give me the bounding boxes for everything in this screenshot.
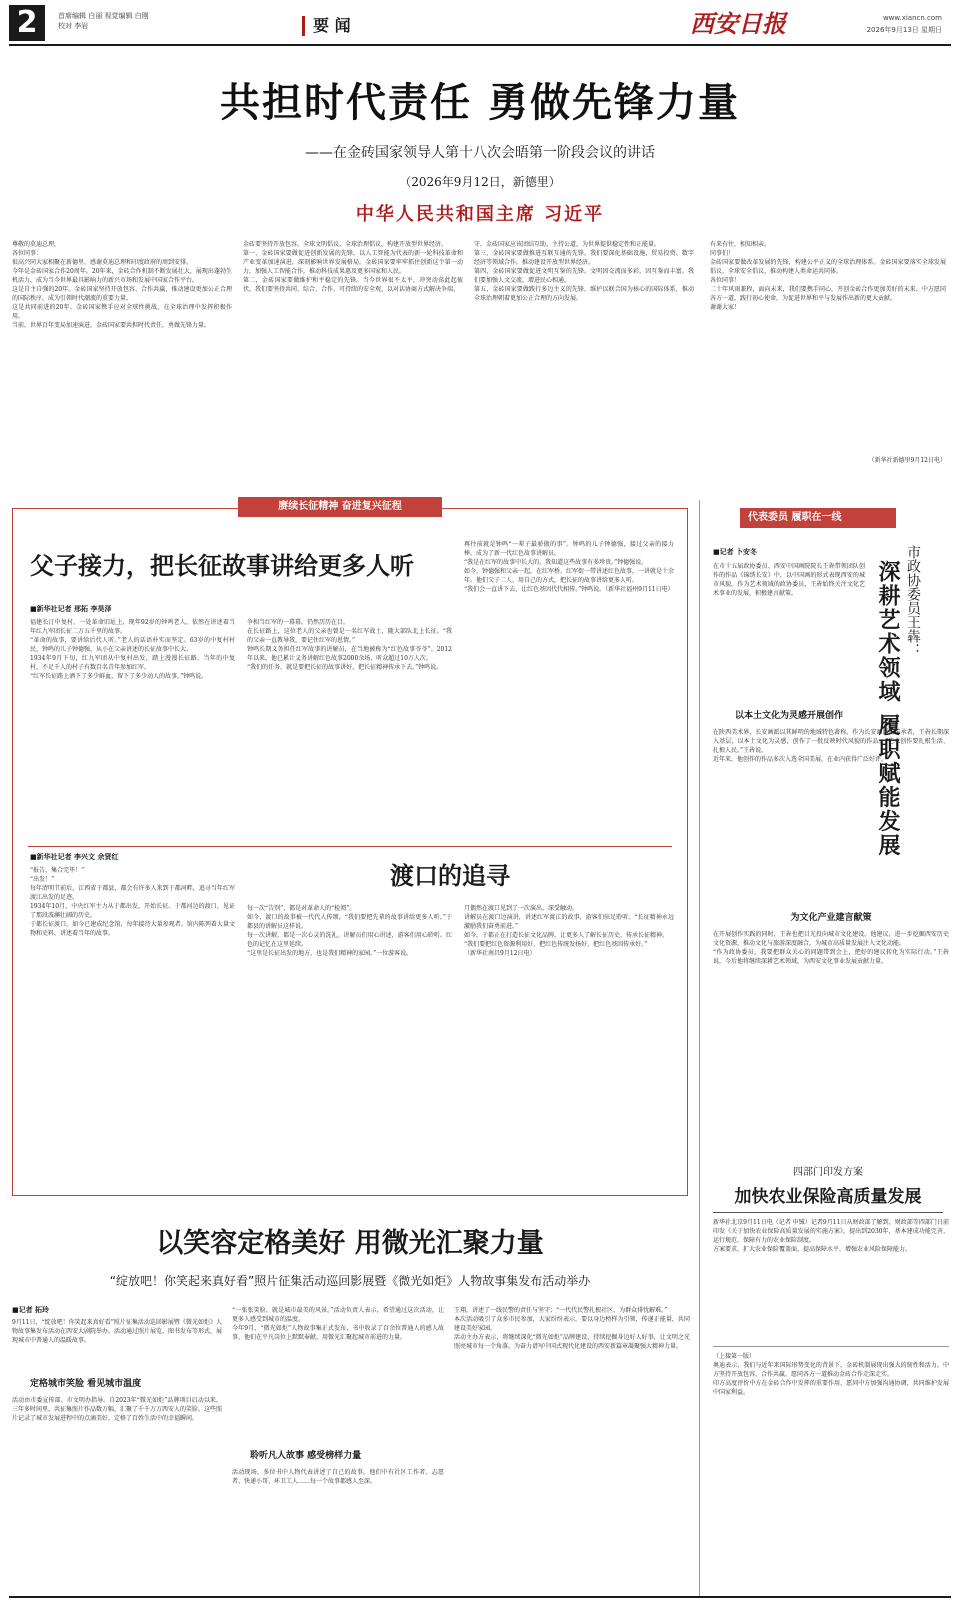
newspaper-logo: 西安日报 [690, 9, 786, 38]
story1-byline: ■新华社记者 邢拓 李昊泽 [30, 605, 112, 613]
agri-divider [713, 1346, 949, 1347]
representative-body-2: 在开展创作实践的同时，王犇也把目光投向城市文化建设。他建议，进一步挖掘西安历史文化资源，推动文化与旅游深度融合，为城市高质量发展注入文化动能。 “作为政协委员，我要把群众关心的问题带到会上，把好的建议转化为实际行动。”王犇说，今后他将继续深耕艺术领域，为西安文化事业发展贡献力量。 [713, 931, 949, 965]
story1-column-1: 福建长汀中复村，一处革命旧址上，现年92岁的钟鸣老人，依然在讲述着当年红九军团长征二万五千里的故事。 “革命的故事，要讲给后代人听。”老人的话语朴实而坚定。63岁的中复村村民、钟鸣的儿子钟德强，从小在父亲讲述的长征故事中长大。 1934年9月下旬，红九军团从中复村出发，踏上漫漫长征路。当年的中复村，不足千人的村子有数百名青年参加红军。 “红军长征路上洒下了多少鲜血，留下了多少动人的故事。”钟鸣说。 [30, 619, 235, 680]
section-label: 要 闻 [302, 16, 372, 36]
bottom-column-3: 王翔，讲述了一线民警的责任与坚守；“一代代民警扎根社区，为群众排忧解难。” 本次活动吸引了众多市民参加，大家纷纷表示，要以身边榜样为引领，传递正能量，共同建设美好家园。 活动主办方表示，将继续深化“微光如炬”品牌建设，持续挖掘身边好人好事，让文明之光照亮城市每一个角落，为奋力谱写中国式现代化建设的西安新篇章凝聚强大精神力量。 [454, 1307, 690, 1350]
story1-column-2: 争相当红军的一幕幕，仍然历历在目。 在长征路上，这位老人的父亲也曾是一名红军战士，随大部队北上长征。“我的父亲一直教导我，要记住红军的恩情。” 钟鸣长期义务担任红军故事的讲解员，在当地被称为“红色故事爷爷”。2012年以来，他已累计义务讲解红色故事2000余场，听众超过10万人次。 “我们的任务，就是要把长征的故事讲好，把长征精神传承下去。”钟鸣说。 [247, 619, 452, 671]
agri-rule [713, 1212, 943, 1213]
bottom-headline: 以笑容定格美好 用微光汇聚力量 [156, 1228, 544, 1259]
feature-banner: 赓续长征精神 奋进复兴征程 [238, 497, 442, 517]
main-dateline: （2026年9月12日，新德里） [399, 175, 561, 189]
story2-column-3: 月偶然在渡口见到了一次演出，深受触动。 讲解员在渡口边演讲，讲述红军渡江的故事，游客们驻足聆听。“长征精神永远激励我们奋勇前进。” 如今，于都正在打造长征文化品牌，让更多人了解长征历史、传承长征精神。 “我们要把红色资源利用好、把红色传统发扬好、把红色基因传承好。” （新华社南昌9月12日电） [464, 905, 674, 957]
bottom-column-2: “一张张笑脸，就是城市最美的风景。”活动负责人表示，希望通过这次活动，让更多人感受到城市的温度。 今年9月，“微光如炬”人物故事集正式发布，书中收录了百余位普通人的感人故事，他们在平凡岗位上默默奉献，用微光汇聚起城市前进的力量。 [232, 1307, 444, 1341]
story2-column-2: 每一次“告别”，都是对革命人的“检阅”。 如今，渡口的故事被一代代人传颂。“我们要把先辈的故事讲给更多人听。”于都县的讲解员这样说。 每一次讲解，都是一次心灵的洗礼。讲解员们用心讲述，游客们用心聆听。红色的记忆在这里延续。 “这里是长征出发的地方，也是我们精神的家园。”一位游客说。 [247, 905, 452, 957]
story1-headline: 父子接力，把长征故事讲给更多人听 [30, 552, 414, 580]
representative-subhead-1: 以本土文化为灵感开展创作 [734, 711, 843, 721]
footer-rule [9, 1596, 951, 1598]
agri-headline: 加快农业保险高质量发展 [734, 1187, 922, 1207]
story2-headline: 渡口的追寻 [390, 862, 510, 890]
main-article-column-4: 有来有往，相知相亲。 同事们！ 金砖国家要做改革发展的先锋，构建公平正义的全球治理体系。金砖国家要落实全球发展倡议、全球安全倡议，推动构建人类命运共同体。 各位同事！ 二十年风雨兼程，面向未来，我们要携手同心，开创金砖合作更加美好的未来。中方愿同各方一道，践行初心使命，为促进世界和平与发展作出新的更大贡献。 谢谢大家！ [710, 241, 946, 311]
editor-credits: 首席编辑 白丽 视觉编辑 白刚 校对 李岩 [58, 12, 149, 30]
bottom-byline: ■记者 拓玲 [12, 1306, 50, 1314]
bottom-column-1b: 活动由市委宣传部、市文明办指导。自2023年“微光如炬”品牌项目启动以来，三年多时间里，共征集照片作品数万幅，汇聚了千千万万西安人的笑脸。这些照片记录了城市发展进程中的点滴美好，定格了百姓生活中的幸福瞬间。 [12, 1397, 222, 1422]
main-headline: 共担时代责任 勇做先锋力量 [220, 80, 740, 126]
representative-subhead-2: 为文化产业建言献策 [790, 913, 872, 923]
bottom-subhead-2: 聆听凡人故事 感受榜样力量 [250, 1451, 362, 1461]
feature-divider [28, 846, 672, 847]
column-divider [699, 500, 700, 1596]
agri-kicker: 四部门印发方案 [793, 1167, 863, 1178]
representative-kicker: 市政协委员王犇： [905, 545, 921, 657]
continued-article: （上接第一版） 奥迪表示，我们与近年来国际形势变化的背景下，金砖机制展现出强大的韧性和活力。中方坚持开放包容、合作共赢，愿同各方一道推动金砖合作走深走实。 印方高度评价中方在金砖合作中发挥的重要作用，愿同中方加强沟通协调，共同维护发展中国家利益。 [713, 1353, 949, 1396]
site-url: www.xiancn.com [882, 14, 942, 22]
bottom-subheadline: “绽放吧！你笑起来真好看”照片征集活动巡回影展暨《微光如炬》人物故事集发布活动举办 [109, 1274, 591, 1288]
page-number: 2 [9, 5, 45, 41]
representative-body-1: 在陕西美术界，长安画派以其鲜明的地域特色著称。作为长安画派的传承者，王犇长期深入基层，以本土文化为灵感，创作了一批反映时代风貌的作品。“艺术创作要扎根生活、扎根人民。”王犇说。 近年来，他创作的作品多次入选全国美展，在业内获得广泛好评。 [713, 729, 949, 763]
story1-column-3: 再往前就是钟鸣“一辈子最骄傲的事”。钟鸣的儿子钟德强，接过父亲的接力棒，成为了新一代红色故事讲解员。 “我是在红军的故事中长大的，我知道这些故事有多珍贵。”钟德强说。 如今，钟德强和父亲一起，在红军桥、红军街一带讲述红色故事，一讲就是十余年。他们父子二人，用自己的方式，把长征的故事讲给更多人听。 “我们会一直讲下去，让红色基因代代相传。”钟鸣说。（新华社福州9月11日电） [464, 541, 674, 593]
bottom-subhead-1: 定格城市笑脸 看见城市温度 [30, 1379, 142, 1389]
representative-intro: 在市十五届政协委员、西安中国画院院长王犇带领团队创作的作品《锦绣长安》中，以中国画的形式表现西安的城市风貌。作为艺术领域的政协委员，王犇始终关注文化艺术事业的发展，积极建言献策。 [713, 563, 865, 597]
main-author: 中华人民共和国主席 习近平 [355, 204, 605, 225]
main-subheadline: ——在金砖国家领导人第十八次会晤第一阶段会议的讲话 [305, 145, 655, 161]
story2-byline: ■新华社记者 李兴文 余贤红 [30, 853, 119, 861]
main-article-column-3: 守，金砖国家应该团结互助，主持公道，为世界提供稳定性和正能量。 第三，金砖国家要做推进互联互通的先锋。我们要深化基础设施、贸易投资、数字经济等领域合作，推动建设开放型世界经济。 第四，金砖国家要做促进文明互鉴的先锋。文明因交流而多彩，因互鉴而丰富。我们要加强人文交流，增进民心相通。 第五，金砖国家要做践行多边主义的先锋，维护以联合国为核心的国际体系，推动全球治理朝着更加公正合理的方向发展。 [474, 241, 694, 302]
main-article-column-2: 金砖要坚持开放包容，全球文明倡议、全球治理倡议，构建开放型世界经济。 第一，金砖国家要做促进创新发展的先锋。以人工智能为代表的新一轮科技革命和产业变革加速演进，深刻影响世界发展格局。金砖国家要牢牢抓住创新这个第一动力，加强人工智能合作，推动科技成果惠及更多国家和人民。 第二，金砖国家要做维护和平稳定的先锋。当今世界很不太平，冲突动荡此起彼伏。我们要坚持共同、综合、合作、可持续的安全观，以对话协商方式解决争端。 [243, 241, 463, 293]
bottom-column-2b: 活动现场，多位书中人物代表讲述了自己的故事。他们中有社区工作者、志愿者、快递小哥、环卫工人……每一个故事都感人至深。 [232, 1469, 444, 1485]
main-article-source: （新华社新德里9月12日电） [868, 457, 946, 464]
representative-byline: ■记者 卜安冬 [713, 548, 758, 556]
story2-column-1: “报告，集合完毕！” “出发！” 每年清明节前后，江西省于都县，都会有许多人来到于都河畔，追寻当年红军渡江出发的足迹。 1934年10月，中央红军主力从于都出发，开始长征。于都河边的渡口，见证了那段波澜壮阔的历史。 于都长征渡口，如今已建成纪念馆，每年接待大量参观者。馆内陈列着大量文物和史料，讲述着当年的故事。 [30, 867, 235, 937]
bottom-column-1: 9月11日，“绽放吧！你笑起来真好看”照片征集活动巡回影展暨《微光如炬》人物故事集发布活动在西安大剧院举办。活动通过照片展览、图书发布等形式，展现城市中普通人的温暖故事。 [12, 1319, 222, 1344]
agri-body: 新华社北京9月11日电（记者 申铖）记者9月11日从财政部了解到，财政部等四部门日前印发《关于加快农业保险高质量发展的实施方案》，提出到2030年，基本建成功能完善、运行规范、保障有力的农业保险制度。 方案要求，扩大农业保险覆盖面，提高保障水平，增强农业风险保障能力。 [713, 1219, 949, 1253]
issue-date: 2026年9月13日 星期日 [866, 26, 942, 34]
main-article-column-1: 尊敬的莫迪总理， 各位同事： 很高兴同大家相聚在新德里，感谢莫迪总理和印度政府的周到安排。 今年是金砖国家合作20周年。20年来，金砖合作机制不断发展壮大，展现出蓬勃生机活力，成为当今世界最具影响力的新兴市场和发展中国家合作平台。 这是自主自强的20年。金砖国家坚持开放包容、合作共赢，推动建设更加公正合理的国际秩序，成为引领时代潮流的重要力量。 这是共同前进的20年。金砖国家携手应对全球性挑战，在全球治理中发挥积极作用。 当前，世界百年变局加速演进，金砖国家要共担时代责任，勇做先锋力量。 [12, 241, 232, 329]
header-rule [9, 44, 951, 46]
representative-banner: 代表委员 履职在一线 [740, 508, 896, 528]
representative-headline: 深耕艺术领域 履职赋能发展 [875, 560, 900, 858]
